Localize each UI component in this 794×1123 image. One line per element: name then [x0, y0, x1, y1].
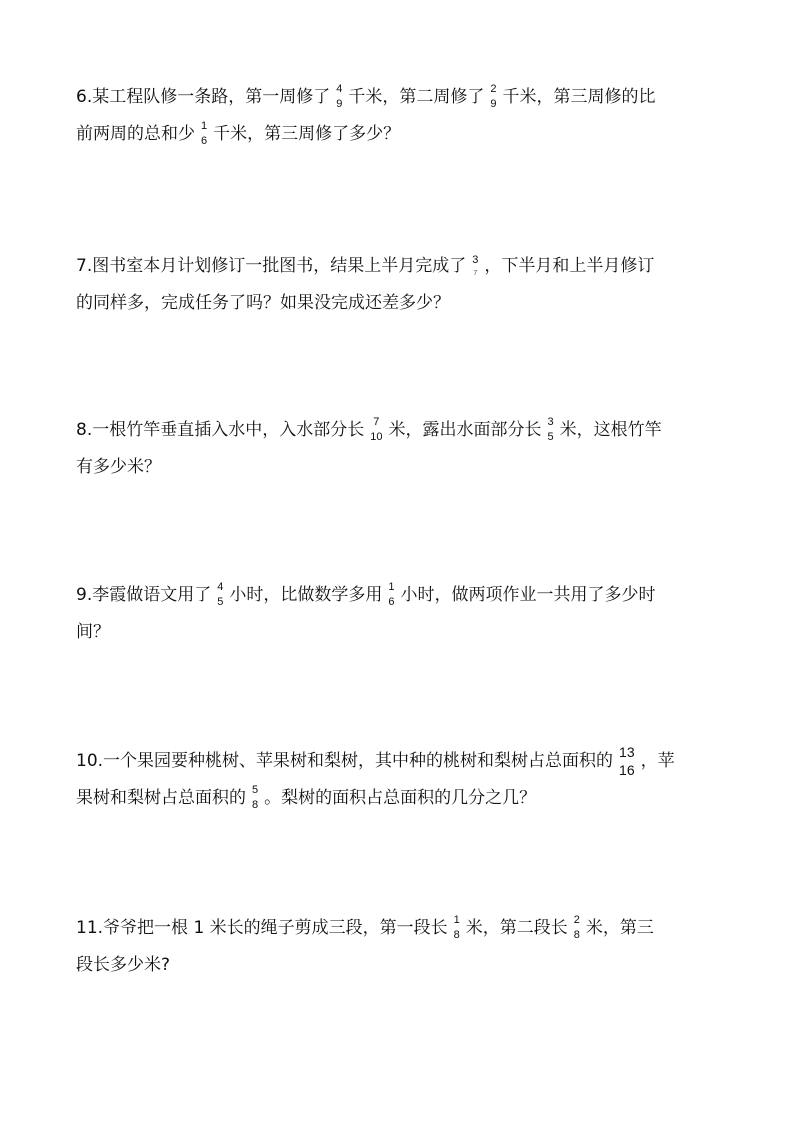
problem-text: 一个果园要种桃树、苹果树和梨树，其中种的桃树和梨树占总面积的 [103, 751, 614, 771]
fraction-numerator: 2 [573, 914, 580, 926]
fraction-denominator: 5 [547, 431, 554, 443]
problem-number: 8. [76, 420, 93, 440]
problem-text: 米，这根竹竿 [559, 420, 662, 440]
problem-text: 果树和梨树占总面积的 [76, 788, 246, 808]
fraction [453, 915, 461, 941]
problem-text: 。梨树的面积占总面积的几分之几？ [264, 788, 537, 808]
problem-text: 米，第二段长 [465, 918, 568, 938]
fraction-denominator: 9 [336, 98, 343, 110]
problem-text: 间？ [76, 622, 110, 642]
problem-6 [76, 79, 726, 153]
fraction-numerator: 13 [619, 744, 635, 760]
problem-text: 米，第三 [585, 918, 654, 938]
fraction [335, 84, 343, 110]
problem-text: 小时，比做数学多用 [229, 585, 383, 605]
fraction-denominator: 8 [453, 929, 460, 941]
fraction-numerator: 4 [336, 83, 343, 95]
fraction [200, 121, 208, 147]
problem-text: 千米，第三周修的比 [502, 87, 656, 107]
problem-line [76, 614, 726, 651]
fraction-numerator: 5 [252, 784, 259, 796]
problem-text: 一根竹竿垂直插入水中，入水部分长 [92, 420, 365, 440]
problem-line [76, 449, 726, 486]
fraction-numerator: 3 [472, 254, 479, 266]
fraction-denominator: 9 [490, 98, 497, 110]
problem-text: 爷爷把一根 1 米长的绳子剪成三段，第一段长 [103, 918, 448, 938]
fraction-denominator: 8 [573, 929, 580, 941]
fraction [618, 745, 636, 777]
problem-line [76, 79, 726, 116]
problem-number: 11. [76, 918, 104, 938]
problem-number: 10. [76, 751, 104, 771]
problem-number: 9. [76, 585, 93, 605]
problem-text: 的同样多，完成任务了吗？如果没完成还差多少？ [76, 293, 450, 313]
problem-text: ，下半月和上半月修订 [484, 256, 655, 276]
fraction [471, 255, 479, 277]
fraction [251, 785, 259, 811]
problem-9 [76, 577, 726, 651]
problem-line [76, 285, 726, 322]
fraction-numerator: 3 [547, 416, 554, 428]
fraction-numerator: 2 [490, 83, 497, 95]
problem-line [76, 947, 726, 984]
fraction-numerator: 1 [201, 120, 208, 132]
problem-text: 某工程队修一条路，第一周修了 [92, 87, 331, 107]
problem-10 [76, 743, 726, 817]
problem-line [76, 116, 726, 153]
problem-number: 7. [76, 256, 93, 276]
fraction-denominator: 6 [388, 596, 395, 608]
fraction-denominator: 6 [201, 135, 208, 147]
fraction-denominator: 16 [619, 762, 635, 778]
problem-text: 段长多少米? [76, 955, 171, 975]
problem-8 [76, 412, 726, 486]
problem-line [76, 780, 726, 817]
fraction [573, 915, 581, 941]
fraction-numerator: 4 [217, 581, 224, 593]
problem-number: 6. [76, 87, 93, 107]
problem-line [76, 412, 726, 449]
problem-text: 小时，做两项作业一共用了多少时 [400, 585, 656, 605]
problem-text: 米，露出水面部分长 [388, 420, 542, 440]
fraction [216, 582, 224, 608]
problem-text: 李霞做语文用了 [92, 585, 212, 605]
problem-7 [76, 248, 726, 322]
fraction [546, 417, 554, 443]
problem-text: 千米，第三周修了多少？ [213, 124, 401, 144]
fraction-denominator: 8 [252, 799, 259, 811]
problem-text: 千米，第二周修了 [348, 87, 485, 107]
problem-text: ，苹 [640, 751, 675, 771]
problem-11 [76, 910, 726, 984]
fraction [369, 417, 383, 443]
fraction-denominator: 5 [217, 596, 224, 608]
problem-line [76, 577, 726, 614]
problem-text: 有多少米？ [76, 457, 161, 477]
problem-line [76, 743, 726, 780]
fraction-numerator: 1 [388, 581, 395, 593]
fraction [387, 582, 395, 608]
fraction-denominator: 10 [370, 431, 383, 443]
problem-line [76, 910, 726, 947]
fraction-numerator: 1 [453, 914, 460, 926]
problem-line [76, 248, 726, 285]
fraction-numerator: 7 [373, 416, 380, 428]
fraction-denominator: 7 [473, 270, 478, 277]
problem-text: 图书室本月计划修订一批图书，结果上半月完成了 [92, 256, 467, 276]
fraction [489, 84, 497, 110]
problem-text: 前两周的总和少 [76, 124, 195, 144]
